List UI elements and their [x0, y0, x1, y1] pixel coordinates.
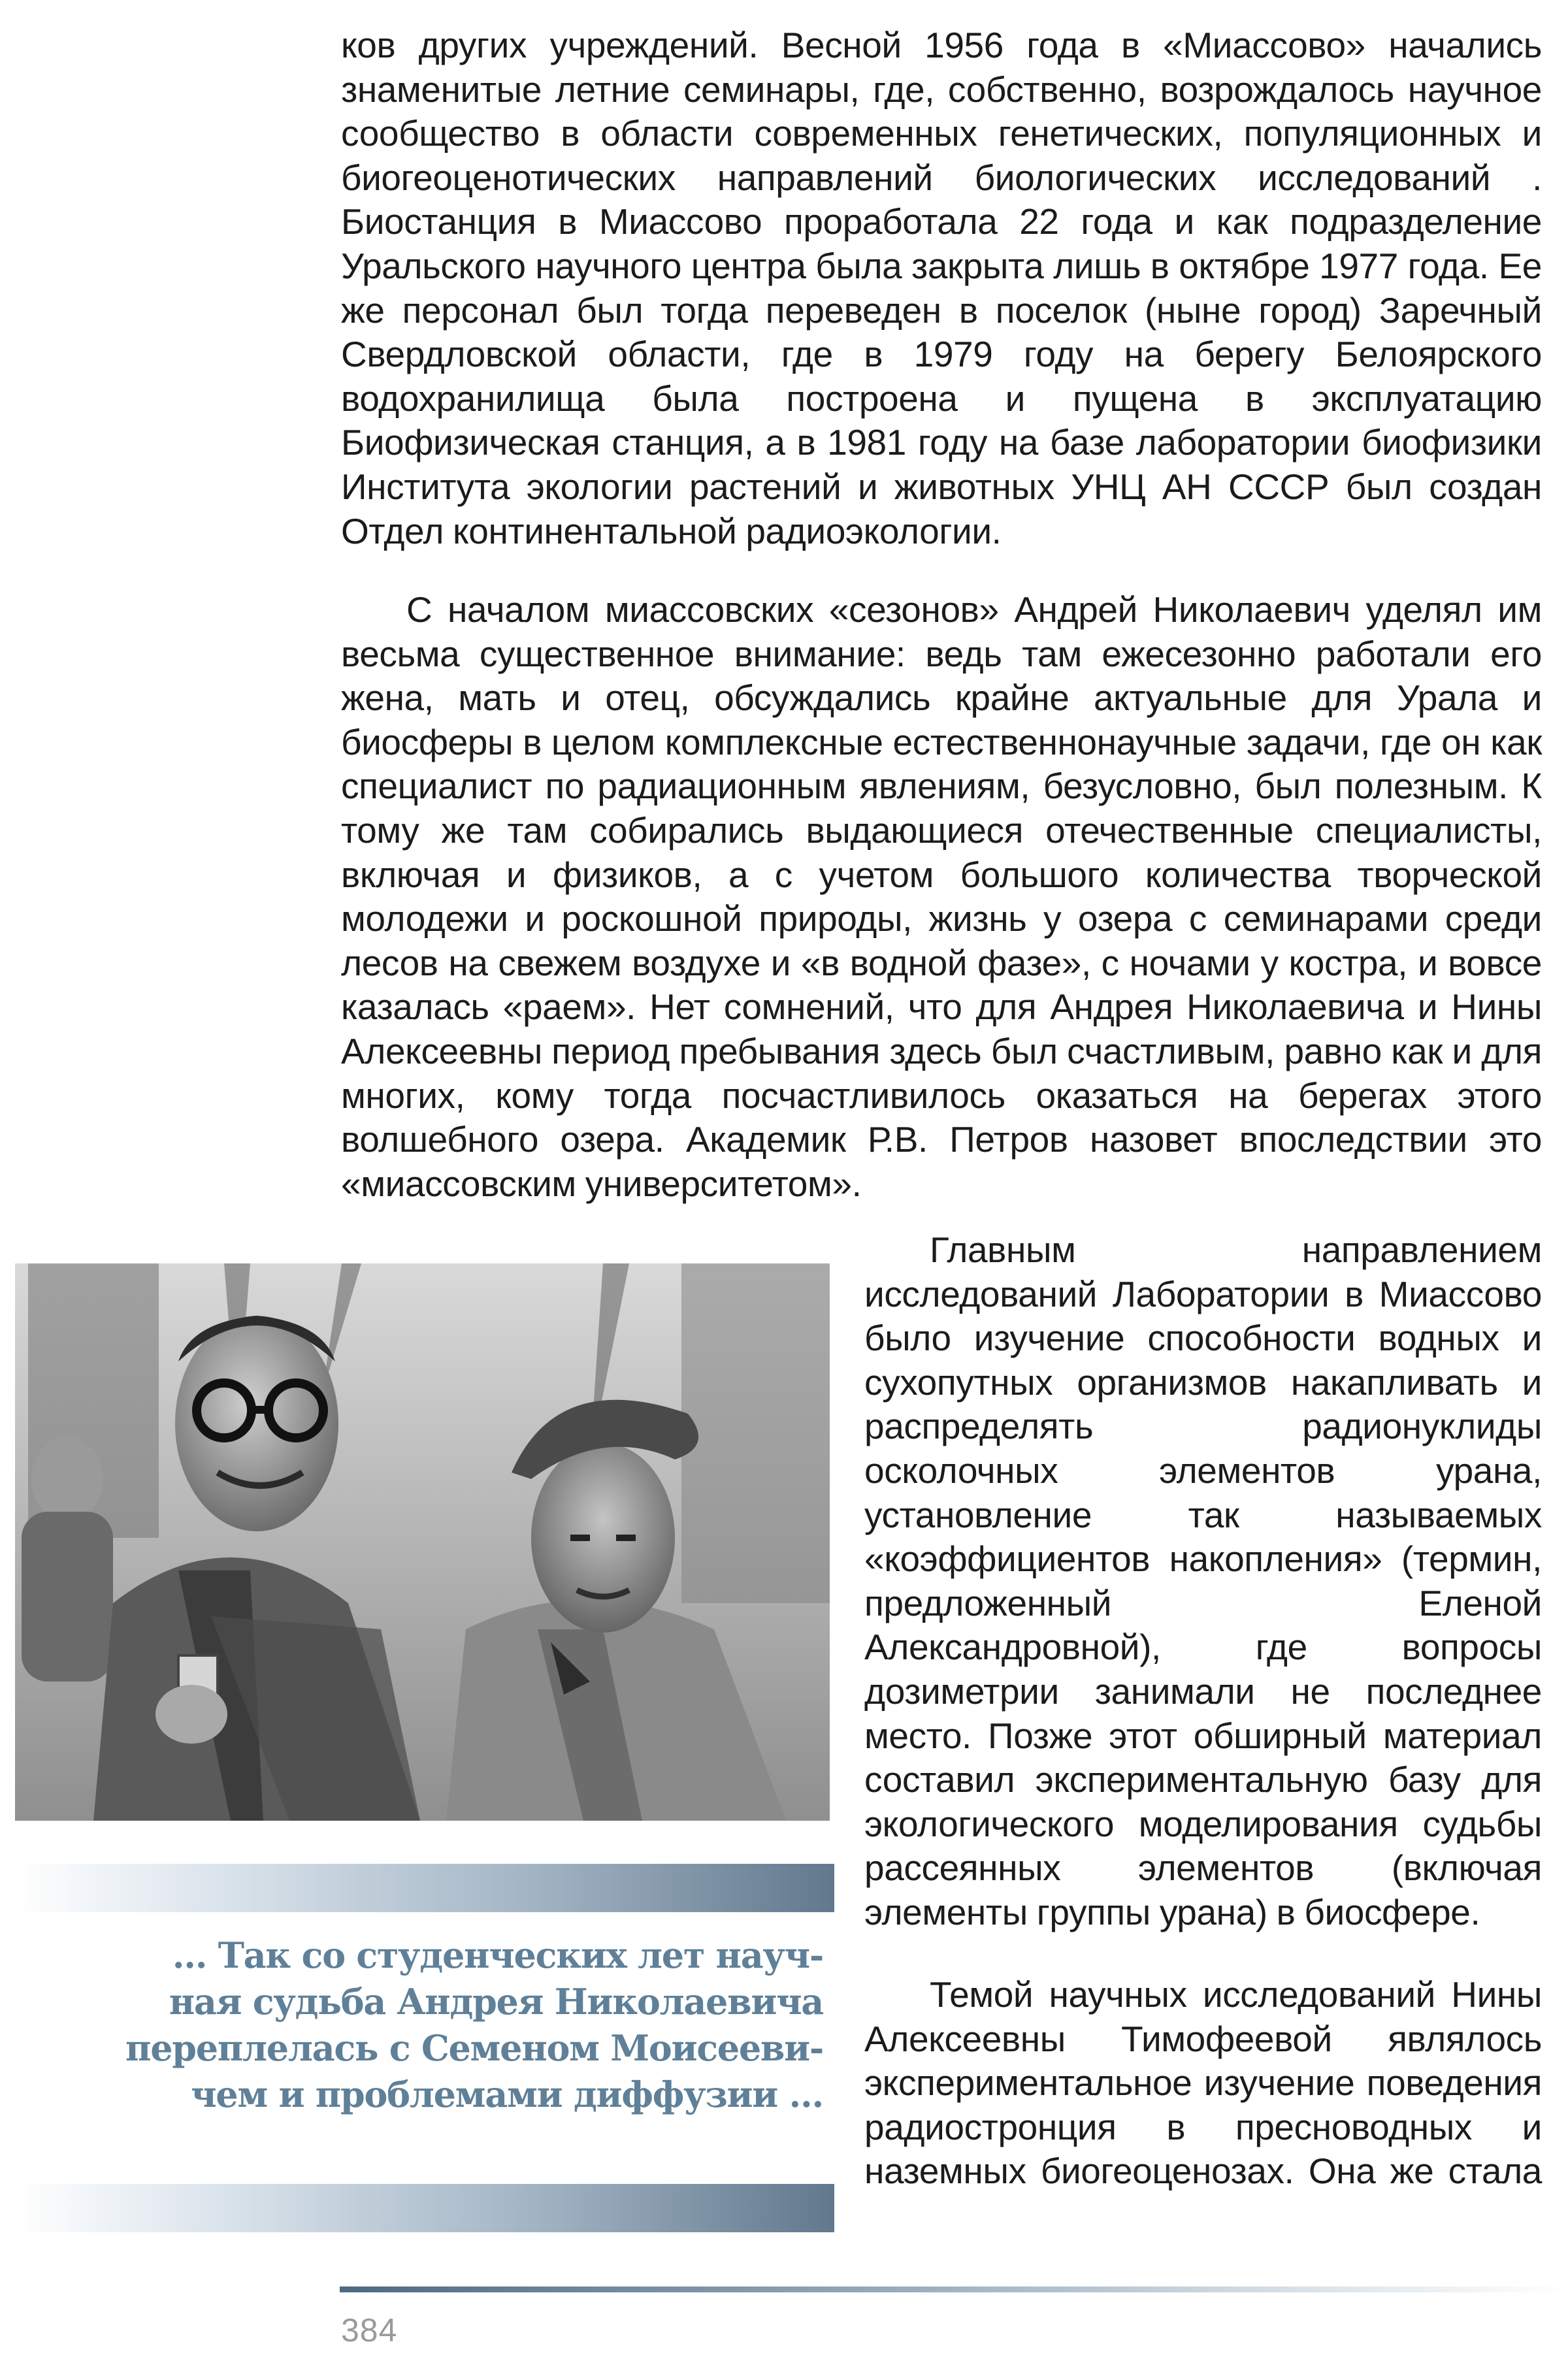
quote-band-top — [13, 1864, 834, 1912]
quote-band-bottom — [13, 2184, 834, 2232]
pull-quote-line: чем и проблемами диффузии ... — [191, 2074, 823, 2115]
paragraph-3: Главным направлением исследований Лаборатории в Миассово было изучение способности водных и сухопутных организмов накапливать и распределять радионуклиды осколочных элементов урана, установление так называемых «коэффициентов накопления» (термин, предложенный Еленой Александровной), где вопросы дозиметрии занимали не последнее место. Позже этот обширный материал составил экспериментальную базу для экологического моделирования судьбы рассеянных элементов (включая элементы группы урана) в биосфере. — [864, 1229, 1542, 1932]
paragraph-1: ков других учреждений. Весной 1956 года в «Миассово» начались знаменитые летние семинары, где, собственно, возрождалось научное сообщество в области современных генетических, популяционных и биогеоценотических направлений биологических исследований . Биостанция в Миассово проработала 22 года и как подразделение Уральского научного центра была закрыта лишь в октябре 1977 года. Ее же персонал был тогда переведен в поселок (ныне город) Заречный Свердловской области, где в 1979 году на берегу Белоярского водохранилища была построена и пущена в эксплуатацию Биофизическая станция, а в 1981 году на базе лаборатории биофизики Института экологии растений и животных УНЦ АН СССР был создан Отдел континентальной радиоэкологии. — [341, 25, 1542, 551]
pull-quote-line: ... Так со студенческих лет науч- — [172, 1934, 823, 1976]
pull-quote-line: переплелась с Семеном Моисееви- — [125, 2027, 823, 2069]
paragraph-4: Темой научных исследований Нины Алексеевны Тимофеевой являлось экспериментальное изучение поведения радиостронция в пресноводных и наземных биогеоценозах. Она же стала — [864, 1974, 1542, 2192]
footer-rule — [340, 2286, 1568, 2292]
page-number: 384 — [341, 2312, 398, 2349]
pull-quote — [39, 1932, 823, 2118]
archival-photograph — [15, 1263, 830, 1821]
paragraph-2: С началом миассовских «сезонов» Андрей Николаевич уделял им весьма существенное внимание: ведь там ежесезонно работали его жена, мать и отец, обсуждались крайне актуальные для Урала и биосферы в целом комплексные естественнонаучные задачи, где он как специалист по радиационным явлениям, безусловно, был полезным. К тому же там собирались выдающиеся отечественные специалисты, включая и физиков, а с учетом большого количества творческой молодежи и роскошной природы, жизнь у озера с семинарами среди лесов на свежем воздухе и «в водной фазе», с ночами у костра, и вовсе казалась «раем». Нет сомнений, что для Андрея Николаевича и Нины Алексеевны период пребывания здесь был счастливым, равно как и для многих, кому тогда посчастливилось оказаться на берегах этого волшебного озера. Академик Р.В. Петров назовет впоследствии это «миассовским университетом». — [341, 589, 1542, 1204]
pull-quote-line: ная судьба Андрея Николаевича — [169, 1981, 823, 2023]
